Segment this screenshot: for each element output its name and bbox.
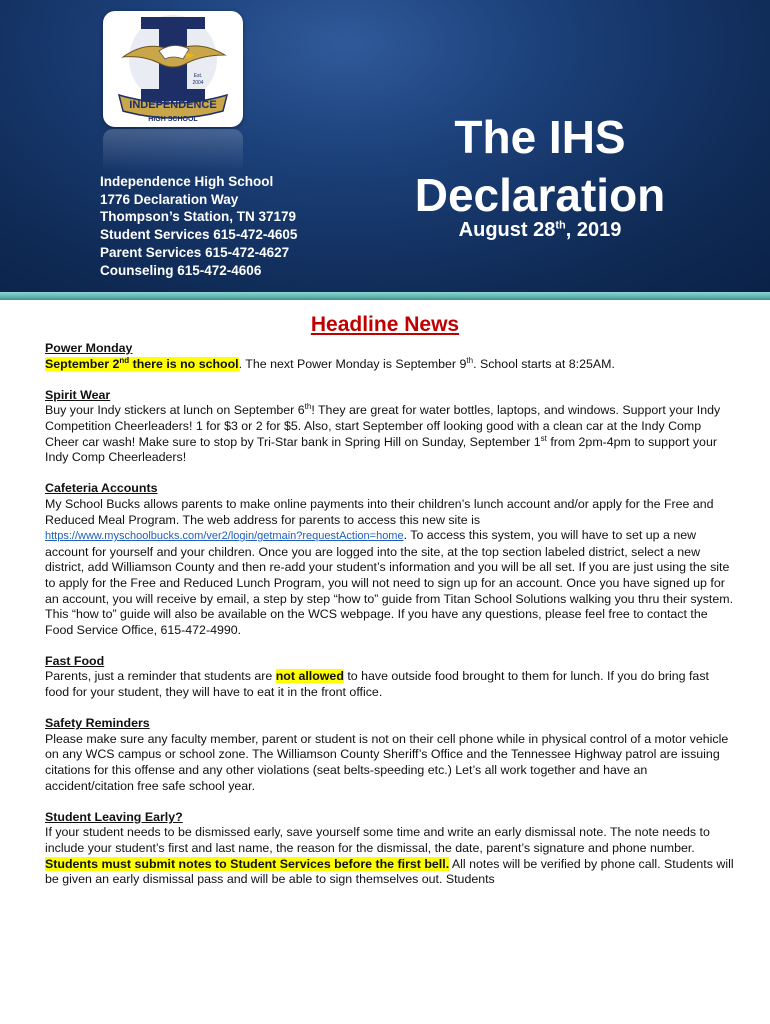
school-crest-icon: [103, 11, 243, 127]
title-line-2: Declaration: [414, 169, 666, 221]
not-allowed-highlight: not allowed: [275, 669, 344, 684]
svg-text:HIGH SCHOOL: HIGH SCHOOL: [148, 116, 198, 123]
fast-food-heading: Fast Food: [45, 653, 105, 668]
headline-news-title: Headline News: [310, 313, 460, 336]
school-name: Independence High School: [100, 174, 274, 189]
issue-date: August 28th, 2019: [458, 219, 622, 241]
header-divider: [0, 292, 770, 300]
cafeteria-accounts-heading: Cafeteria Accounts: [45, 481, 158, 496]
spirit-wear-text: Buy your Indy stickers at lunch on September 6th! They are great for water bottles, laptops, and windows. Support your Indy Competition Cheerleaders! 1 for $3 or 2 for $5. Also, start September off looking good with a clean car at the Indy Comp Cheer car wash! Make sure to stop by Tri-Star bank in Spring Hill on Sunday, September 1st from 2pm-4pm to support your Indy Comp Cheerleaders!: [45, 402, 721, 465]
newsletter-title: [400, 108, 680, 224]
school-street: 1776 Declaration Way: [100, 191, 239, 207]
leaving-early-heading: Student Leaving Early?: [45, 809, 183, 824]
contact-info: [100, 173, 400, 279]
no-school-highlight: September 2nd there is no school: [45, 355, 239, 371]
newsletter-body: [45, 341, 735, 903]
school-city: Thompson’s Station, TN 37179: [100, 209, 297, 225]
svg-text:INDEPENDENCE: INDEPENDENCE: [129, 99, 217, 111]
spirit-wear-heading: Spirit Wear: [45, 387, 111, 402]
parent-services-phone: Parent Services 615-472-4627: [100, 244, 290, 260]
logo-reflection: [103, 129, 243, 171]
title-line-1: The IHS: [454, 111, 626, 163]
safety-reminders-heading: Safety Reminders: [45, 716, 150, 731]
cafeteria-accounts-text: My School Bucks allows parents to make online payments into their children’s lunch account and/or apply for the Free and Reduced Meal Program. The web address for parents to access this new site is https://www.myschoolbucks.com/ver2/login/getmain?requestAction=home. To access this system, you will have to set up a new account for yourself and your children. Once you are logged into the site, at the top section labeled district, select a new district, add Williamson County and then re-add your student’s information and you will be all set. If you are just using the site to apply for the Free and Reduced Lunch Program, you will not need to sign up for an account. Once you have signed up for an account, you will receive by email, a step by step “how to” guide from Titan School Solutions walking you thru their system. This “how to” guide will also be available on the WCS webpage. If you have any questions, please feel free to contact the Food Service Office, 615-472-4990.: [45, 496, 734, 637]
svg-text:Est.: Est.: [193, 73, 203, 79]
safety-reminders-text: Please make sure any faculty member, parent or student is not on their cell phone while in physical control of a motor vehicle on any WCS campus or school zone. The Williamson County Sheriff’s Office and the Tennessee Highway patrol are issuing citations for this offense and any other violations (seat belts-speeding etc.) Let’s all work together and have an accident/citation free safe school year.: [45, 731, 729, 793]
power-monday-text: September 2nd there is no school. The next Power Monday is September 9th. School starts at 8:25AM.: [45, 355, 615, 371]
submit-notes-highlight: Students must submit notes to Student Services before the first bell.: [45, 856, 450, 871]
svg-text:2004: 2004: [192, 80, 204, 86]
leaving-early-text: If your student needs to be dismissed early, save yourself some time and write an early dismissal note. The note needs to include your student’s first and last name, the reason for the dismissal, the date, parent’s signature and phone number. Students must submit notes to Student Services before the first bell. All notes will be verified by phone call. Students will be given an early dismissal pass and will be able to sign themselves out. Students: [45, 825, 734, 887]
fast-food-text: Parents, just a reminder that students are not allowed to have outside food brought to them for lunch. If you do bring fast food for your student, they will have to eat it in the front office.: [45, 669, 709, 700]
school-logo: [103, 11, 243, 127]
myschoolbucks-link[interactable]: https://www.myschoolbucks.com/ver2/login/getmain?requestAction=home: [45, 530, 404, 543]
counseling-phone: Counseling 615-472-4606: [100, 262, 262, 278]
power-monday-heading: Power Monday: [45, 341, 133, 355]
student-services-phone: Student Services 615-472-4605: [100, 227, 298, 243]
